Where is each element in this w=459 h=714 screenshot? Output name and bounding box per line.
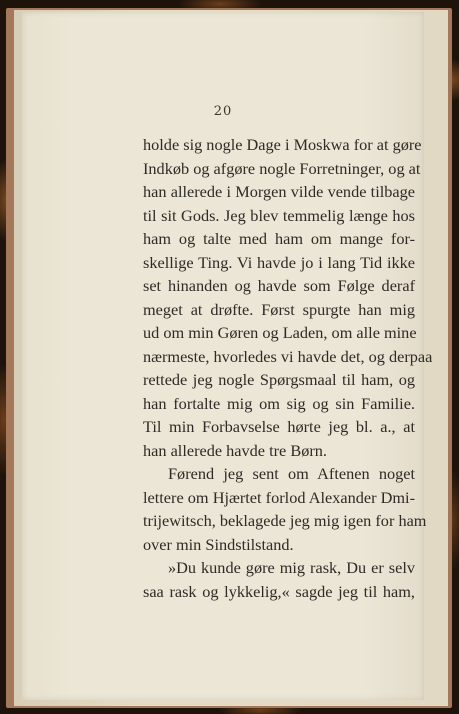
text-line: han allerede havde tre Børn. [143, 440, 327, 460]
text-line: ham og talte med ham om mange for- [143, 229, 415, 248]
text-line: ud om min Gøren og Laden, om alle mine [143, 323, 417, 342]
book-page [22, 12, 433, 700]
text-line: Til min Forbavselse hørte jeg bl. a., at [143, 417, 415, 436]
text-line: til sit Gods. Jeg blev temmelig længe hos [143, 205, 415, 225]
text-line: rettede jeg nogle Spørgsmaal til ham, og [143, 370, 415, 389]
body-text [143, 133, 433, 603]
text-line: han fortalte mig om sig og sin Familie. [143, 393, 415, 413]
text-line: Indkøb og afgøre nogle Forretninger, og at [143, 158, 421, 178]
text-line: set hinanden og havde som Følge deraf [143, 276, 415, 295]
text-line: skellige Ting. Vi havde jo i lang Tid ikke [143, 252, 415, 272]
text-line: holde sig nogle Dage i Moskwa for at gøre [143, 135, 422, 154]
text-line: over min Sindstilstand. [143, 534, 294, 554]
text-line: han allerede i Morgen vilde vende tilbage [143, 182, 415, 201]
page-number: 20 [213, 104, 233, 119]
text-line: trijewitsch, beklagede jeg mig igen for ham [143, 511, 427, 530]
text-line: »Du kunde gøre mig rask, Du er selv [168, 558, 415, 577]
text-line: saa rask og lykkelig,« sagde jeg til ham, [143, 581, 415, 601]
text-line: meget at drøfte. Først spurgte han mig [143, 299, 415, 319]
text-line: nærmeste, hvorledes vi havde det, og derpaa [143, 346, 433, 366]
text-line: lettere om Hjærtet forlod Alexander Dmi- [143, 487, 415, 507]
text-line: Førend jeg sent om Aftenen noget [168, 464, 415, 483]
